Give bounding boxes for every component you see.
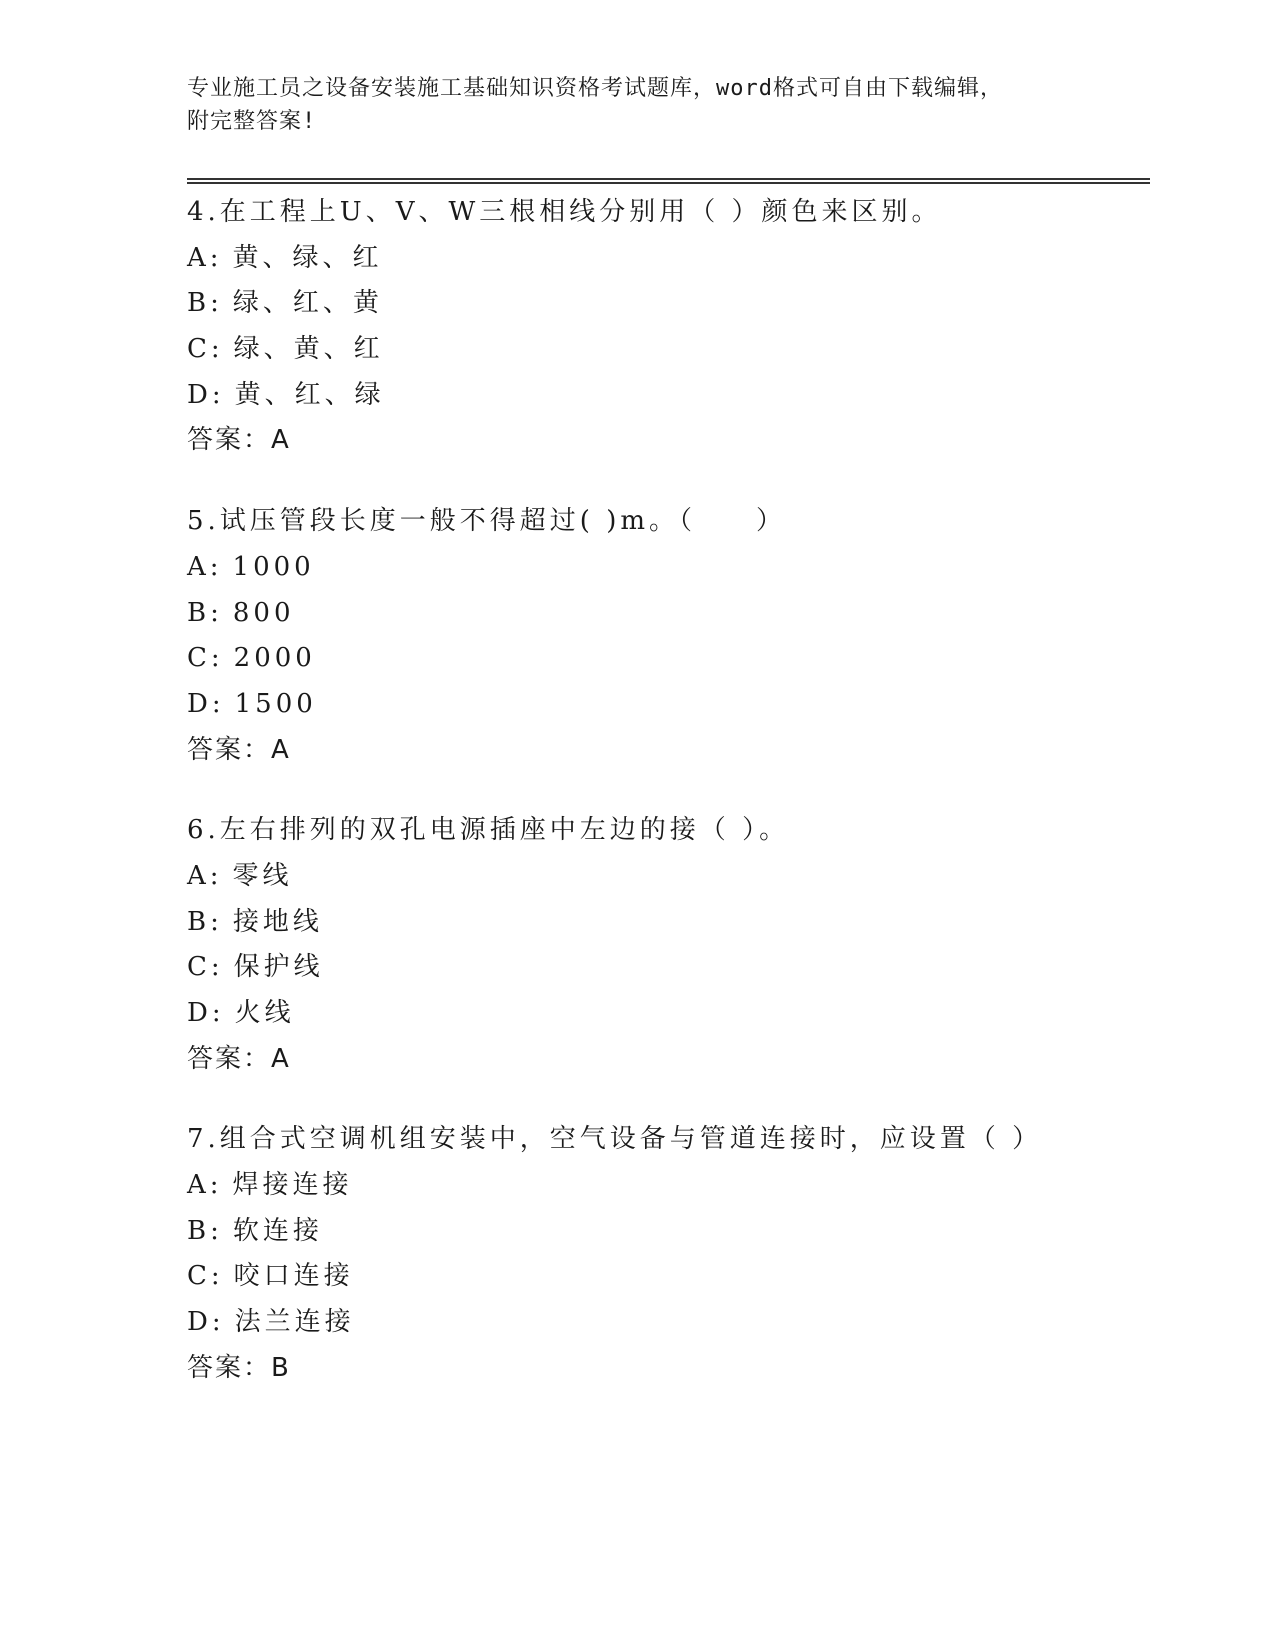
option-label: D: (187, 379, 225, 410)
option-text: 咬口连接 (233, 1261, 354, 1292)
option-text: 1500 (234, 688, 317, 719)
question-list (187, 190, 1150, 1427)
question-5 (187, 499, 1150, 773)
question-stem: 5.试压管段长度一般不得超过( )m。（ ） (187, 506, 787, 537)
option-text: 软连接 (232, 1215, 323, 1246)
option-text: 焊接连接 (232, 1170, 353, 1201)
option-a (187, 236, 1150, 282)
option-text: 绿、黄、红 (233, 334, 384, 365)
option-label: C: (187, 643, 224, 674)
question-stem: 7.组合式空调机组安装中，空气设备与管道连接时，应设置（ ） (187, 1124, 1043, 1155)
option-text: 黄、红、绿 (234, 379, 385, 410)
option-b (187, 1209, 1150, 1255)
option-text: 绿、红、黄 (232, 288, 383, 319)
option-label: B: (187, 597, 223, 628)
option-d (187, 373, 1150, 419)
option-text: 黄、绿、红 (232, 242, 383, 273)
option-b (187, 591, 1150, 637)
answer-line: 答案：A (187, 734, 291, 765)
option-label: C: (187, 1261, 224, 1292)
option-label: A: (187, 860, 223, 891)
option-label: D: (187, 1307, 225, 1338)
option-c (187, 1254, 1150, 1300)
header-divider (187, 178, 1150, 184)
option-d (187, 682, 1150, 728)
option-d (187, 991, 1150, 1037)
option-text: 保护线 (233, 952, 324, 983)
option-label: B: (187, 906, 223, 937)
option-c (187, 636, 1150, 682)
option-label: A: (187, 242, 223, 273)
answer-line: 答案：B (187, 1352, 291, 1383)
option-c (187, 945, 1150, 991)
option-text: 火线 (234, 998, 295, 1028)
option-label: C: (187, 952, 224, 983)
question-stem: 4.在工程上U、V、W三根相线分别用（ ）颜色来区别。 (187, 197, 942, 227)
option-b (187, 281, 1150, 327)
option-text: 接地线 (232, 906, 323, 937)
option-text: 零线 (232, 860, 293, 891)
option-a (187, 545, 1150, 591)
document-header (187, 72, 1087, 138)
option-label: B: (187, 288, 223, 319)
question-stem: 6.左右排列的双孔电源插座中左边的接（ ）。 (187, 815, 790, 846)
option-text: 法兰连接 (234, 1307, 355, 1338)
option-text: 1000 (232, 551, 315, 582)
option-label: C: (187, 334, 224, 365)
option-label: D: (187, 688, 225, 719)
answer-line: 答案：A (187, 425, 291, 456)
question-6 (187, 808, 1150, 1082)
option-label: A: (187, 551, 223, 582)
option-label: B: (187, 1215, 223, 1246)
option-b (187, 900, 1150, 946)
option-text: 2000 (233, 643, 316, 674)
answer-line: 答案：A (187, 1043, 291, 1074)
question-4 (187, 190, 1150, 464)
option-a (187, 1163, 1150, 1209)
option-text: 800 (232, 597, 295, 628)
option-d (187, 1300, 1150, 1346)
header-line-2: 附完整答案! (187, 109, 317, 134)
option-label: D: (187, 998, 225, 1028)
question-7 (187, 1117, 1150, 1391)
option-a (187, 854, 1150, 900)
header-line-1: 专业施工员之设备安装施工基础知识资格考试题库，word格式可自由下载编辑， (187, 76, 1003, 101)
option-label: A: (187, 1170, 223, 1201)
option-c (187, 327, 1150, 373)
